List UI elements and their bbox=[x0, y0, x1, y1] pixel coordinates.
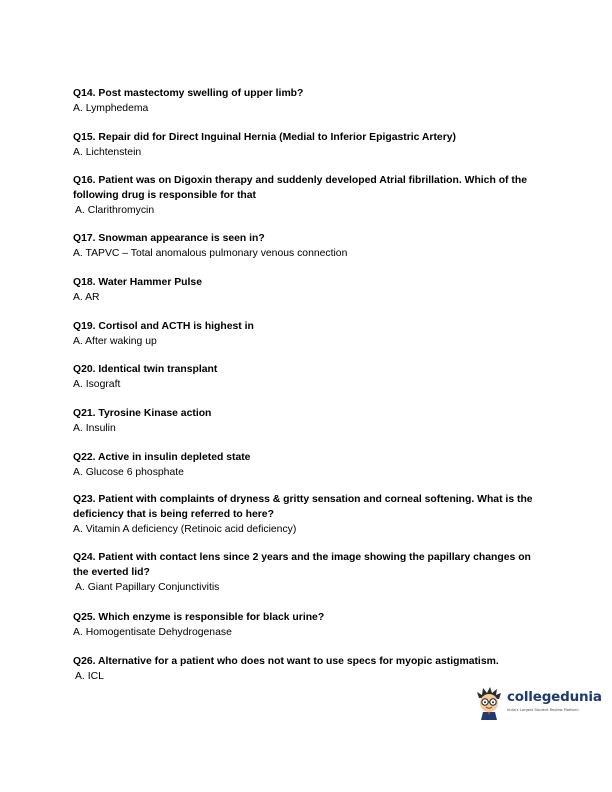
qa-item-q20 bbox=[73, 362, 548, 392]
logo-wordmark: collegedunia bbox=[507, 689, 602, 705]
answer-text: A. Homogentisate Dehydrogenase bbox=[73, 627, 232, 638]
question-text: Q22. Active in insulin depleted state bbox=[73, 452, 251, 463]
question-text: Q25. Which enzyme is responsible for black urine? bbox=[73, 612, 325, 623]
question-text: Q26. Alternative for a patient who does not want to use specs for myopic astigmatism. bbox=[73, 656, 499, 667]
answer-text: A. Lymphedema bbox=[73, 103, 149, 114]
answer-text: A. AR bbox=[73, 292, 100, 303]
question-text: Q24. Patient with contact lens since 2 years and the image showing the papillary changes on the everted lid? bbox=[73, 552, 531, 578]
answer-text: A. Insulin bbox=[73, 423, 116, 434]
qa-item-q18 bbox=[73, 275, 548, 305]
question-text: Q15. Repair did for Direct Inguinal Hernia (Medial to Inferior Epigastric Artery) bbox=[73, 132, 456, 143]
qa-item-q26 bbox=[73, 654, 548, 684]
qa-item-q14 bbox=[73, 86, 548, 116]
answer-text: A. TAPVC – Total anomalous pulmonary venous connection bbox=[73, 248, 348, 259]
question-text: Q14. Post mastectomy swelling of upper limb? bbox=[73, 88, 304, 99]
qa-item-q17 bbox=[73, 231, 548, 261]
qa-item-q21 bbox=[73, 406, 548, 436]
question-text: Q16. Patient was on Digoxin therapy and suddenly developed Atrial fibrillation. Which of the following drug is responsible for that bbox=[73, 175, 527, 201]
qa-item-q16 bbox=[73, 173, 548, 218]
qa-item-q23 bbox=[73, 492, 548, 537]
answer-text: A. Glucose 6 phosphate bbox=[73, 467, 184, 478]
collegedunia-logo bbox=[474, 686, 604, 722]
qa-item-q19 bbox=[73, 319, 548, 349]
answer-text: A. ICL bbox=[75, 671, 104, 682]
answer-text: A. Isograft bbox=[73, 379, 121, 390]
answer-text: A. Lichtenstein bbox=[73, 147, 142, 158]
question-text: Q23. Patient with complaints of dryness & gritty sensation and corneal softening. What is the deficiency that is being referred to here? bbox=[73, 494, 533, 520]
qa-item-q24 bbox=[73, 550, 548, 595]
question-text: Q19. Cortisol and ACTH is highest in bbox=[73, 321, 254, 332]
mascot-icon bbox=[474, 686, 504, 720]
question-text: Q20. Identical twin transplant bbox=[73, 364, 218, 375]
question-text: Q17. Snowman appearance is seen in? bbox=[73, 233, 265, 244]
answer-text: A. Clarithromycin bbox=[75, 205, 155, 216]
question-text: Q18. Water Hammer Pulse bbox=[73, 277, 202, 288]
question-text: Q21. Tyrosine Kinase action bbox=[73, 408, 212, 419]
qa-item-q25 bbox=[73, 610, 548, 640]
answer-text: A. Vitamin A deficiency (Retinoic acid deficiency) bbox=[73, 524, 297, 535]
qa-item-q15 bbox=[73, 130, 548, 160]
answer-text: A. After waking up bbox=[73, 336, 157, 347]
qa-item-q22 bbox=[73, 450, 548, 480]
logo-tagline: India's Largest Student Review Platform bbox=[507, 708, 579, 712]
answer-text: A. Giant Papillary Conjunctivitis bbox=[75, 582, 220, 593]
